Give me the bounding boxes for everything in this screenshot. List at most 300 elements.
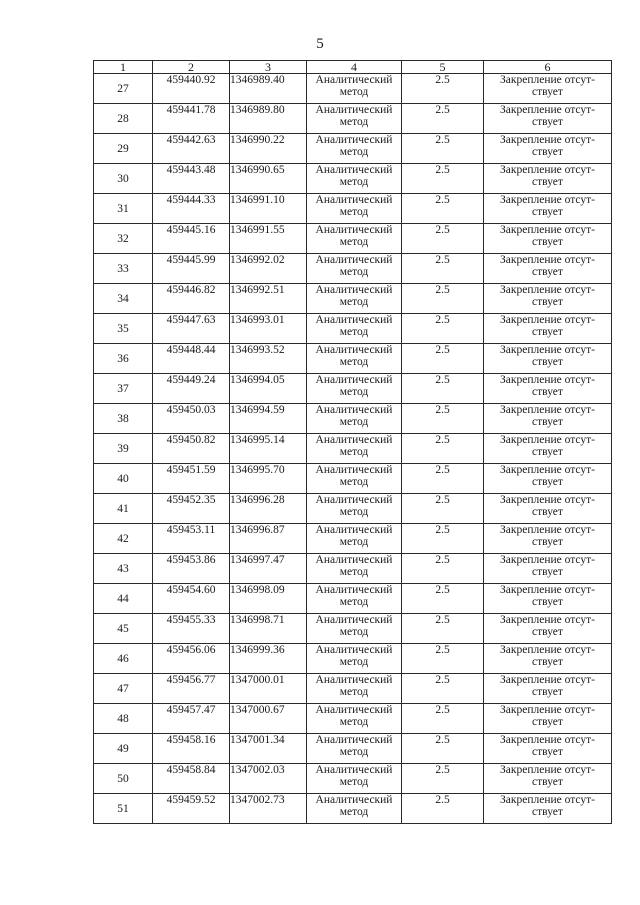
point-number-cell: [94, 134, 153, 164]
accuracy-value: 2.5: [435, 434, 450, 446]
y-coordinate-cell: [230, 434, 307, 464]
y-coordinate-cell: [230, 704, 307, 734]
method-line-1: Аналитический: [315, 434, 393, 446]
y-coordinate: 1346998.09: [230, 584, 285, 596]
x-coordinate-cell: [153, 134, 230, 164]
point-number-cell: [94, 194, 153, 224]
fixing-description-cell: [484, 164, 612, 194]
y-coordinate-cell: [230, 284, 307, 314]
y-coordinate: 1346989.40: [230, 74, 285, 86]
fixing-description-cell: [484, 764, 612, 794]
point-number-cell: [94, 374, 153, 404]
x-coordinate: 459447.63: [166, 314, 216, 326]
method-line-1: Аналитический: [315, 254, 393, 266]
table-row: [94, 374, 612, 404]
y-coordinate: 1346993.52: [230, 344, 285, 356]
method-line-2: метод: [339, 356, 369, 368]
fixing-line-1: Закрепление отсут-: [500, 404, 595, 416]
method-cell: [307, 644, 402, 674]
y-coordinate: 1346997.47: [230, 554, 285, 566]
accuracy-value: 2.5: [435, 74, 450, 86]
accuracy-value: 2.5: [435, 794, 450, 806]
point-number-cell: [94, 674, 153, 704]
x-coordinate-cell: [153, 464, 230, 494]
y-coordinate-cell: [230, 164, 307, 194]
table-row: [94, 344, 612, 374]
method-cell: [307, 164, 402, 194]
x-coordinate-cell: [153, 344, 230, 374]
fixing-line-1: Закрепление отсут-: [500, 764, 595, 776]
accuracy-cell: [402, 554, 484, 584]
point-number-cell: [94, 494, 153, 524]
method-line-1: Аналитический: [315, 314, 393, 326]
fixing-line-1: Закрепление отсут-: [500, 704, 595, 716]
fixing-line-1: Закрепление отсут-: [500, 224, 595, 236]
y-coordinate-cell: [230, 254, 307, 284]
fixing-line-2: ствует: [532, 296, 563, 308]
table-row: [94, 464, 612, 494]
y-coordinate-cell: [230, 674, 307, 704]
fixing-description-cell: [484, 344, 612, 374]
point-number: 42: [117, 532, 129, 545]
y-coordinate-cell: [230, 74, 307, 104]
table-row: [94, 554, 612, 584]
x-coordinate: 459450.82: [166, 434, 216, 446]
method-cell: [307, 134, 402, 164]
method-line-2: метод: [339, 146, 369, 158]
fixing-line-2: ствует: [532, 176, 563, 188]
accuracy-cell: [402, 704, 484, 734]
table-row: [94, 674, 612, 704]
point-number-cell: [94, 74, 153, 104]
x-coordinate-cell: [153, 284, 230, 314]
x-coordinate: 459457.47: [166, 704, 216, 716]
x-coordinate: 459446.82: [166, 284, 216, 296]
accuracy-value: 2.5: [435, 764, 450, 776]
y-coordinate-cell: [230, 614, 307, 644]
method-line-2: метод: [339, 176, 369, 188]
table-row: [94, 314, 612, 344]
method-cell: [307, 494, 402, 524]
fixing-line-1: Закрепление отсут-: [500, 284, 595, 296]
fixing-description-cell: [484, 104, 612, 134]
x-coordinate-cell: [153, 764, 230, 794]
method-line-1: Аналитический: [315, 344, 393, 356]
method-line-1: Аналитический: [315, 464, 393, 476]
accuracy-cell: [402, 134, 484, 164]
x-coordinate-cell: [153, 224, 230, 254]
accuracy-value: 2.5: [435, 344, 450, 356]
point-number: 40: [117, 472, 129, 485]
accuracy-value: 2.5: [435, 314, 450, 326]
coordinates-table: [93, 60, 612, 824]
fixing-line-1: Закрепление отсут-: [500, 74, 595, 86]
x-coordinate: 459458.16: [166, 734, 216, 746]
y-coordinate-cell: [230, 764, 307, 794]
x-coordinate: 459448.44: [166, 344, 216, 356]
point-number: 34: [117, 292, 129, 305]
fixing-line-1: Закрепление отсут-: [500, 614, 595, 626]
y-coordinate: 1346991.10: [230, 194, 285, 206]
method-cell: [307, 224, 402, 254]
y-coordinate: 1346990.65: [230, 164, 285, 176]
point-number: 28: [117, 112, 129, 125]
point-number: 44: [117, 592, 129, 605]
method-line-2: метод: [339, 86, 369, 98]
fixing-line-2: ствует: [532, 506, 563, 518]
y-coordinate: 1346999.36: [230, 644, 285, 656]
method-line-2: метод: [339, 746, 369, 758]
accuracy-cell: [402, 374, 484, 404]
method-cell: [307, 584, 402, 614]
x-coordinate-cell: [153, 644, 230, 674]
x-coordinate: 459458.84: [166, 764, 216, 776]
method-line-2: метод: [339, 446, 369, 458]
point-number: 48: [117, 712, 129, 725]
x-coordinate-cell: [153, 584, 230, 614]
fixing-line-2: ствует: [532, 566, 563, 578]
method-line-1: Аналитический: [315, 104, 393, 116]
fixing-line-2: ствует: [532, 806, 563, 818]
y-coordinate: 1347000.01: [230, 674, 285, 686]
method-line-1: Аналитический: [315, 524, 393, 536]
point-number-cell: [94, 584, 153, 614]
fixing-line-2: ствует: [532, 716, 563, 728]
y-coordinate-cell: [230, 644, 307, 674]
accuracy-value: 2.5: [435, 524, 450, 536]
y-coordinate-cell: [230, 374, 307, 404]
fixing-description-cell: [484, 194, 612, 224]
fixing-description-cell: [484, 614, 612, 644]
accuracy-value: 2.5: [435, 584, 450, 596]
point-number-cell: [94, 464, 153, 494]
method-cell: [307, 404, 402, 434]
y-coordinate: 1346995.70: [230, 464, 285, 476]
fixing-line-2: ствует: [532, 446, 563, 458]
x-coordinate: 459455.33: [166, 614, 216, 626]
fixing-line-1: Закрепление отсут-: [500, 194, 595, 206]
y-coordinate: 1346996.87: [230, 524, 285, 536]
fixing-line-2: ствует: [532, 416, 563, 428]
table-row: [94, 254, 612, 284]
method-line-1: Аналитический: [315, 194, 393, 206]
accuracy-value: 2.5: [435, 164, 450, 176]
fixing-description-cell: [484, 284, 612, 314]
fixing-description-cell: [484, 314, 612, 344]
fixing-description-cell: [484, 74, 612, 104]
fixing-line-1: Закрепление отсут-: [500, 344, 595, 356]
point-number-cell: [94, 284, 153, 314]
method-line-1: Аналитический: [315, 614, 393, 626]
point-number: 30: [117, 172, 129, 185]
table-row: [94, 404, 612, 434]
table-row: [94, 524, 612, 554]
method-cell: [307, 74, 402, 104]
x-coordinate-cell: [153, 104, 230, 134]
point-number-cell: [94, 734, 153, 764]
fixing-description-cell: [484, 584, 612, 614]
y-coordinate-cell: [230, 344, 307, 374]
table-row: [94, 104, 612, 134]
fixing-description-cell: [484, 734, 612, 764]
x-coordinate: 459452.35: [166, 494, 216, 506]
fixing-line-1: Закрепление отсут-: [500, 524, 595, 536]
table-row: [94, 134, 612, 164]
x-coordinate: 459441.78: [166, 104, 216, 116]
fixing-line-2: ствует: [532, 86, 563, 98]
x-coordinate: 459440.92: [166, 74, 216, 86]
point-number: 27: [117, 82, 129, 95]
accuracy-value: 2.5: [435, 554, 450, 566]
x-coordinate-cell: [153, 674, 230, 704]
table-row: [94, 584, 612, 614]
accuracy-cell: [402, 674, 484, 704]
point-number-cell: [94, 554, 153, 584]
method-line-1: Аналитический: [315, 284, 393, 296]
method-cell: [307, 734, 402, 764]
y-coordinate: 1347002.73: [230, 794, 285, 806]
x-coordinate: 459451.59: [166, 464, 216, 476]
y-coordinate-cell: [230, 104, 307, 134]
accuracy-cell: [402, 614, 484, 644]
method-cell: [307, 674, 402, 704]
x-coordinate: 459459.52: [166, 794, 216, 806]
point-number-cell: [94, 434, 153, 464]
y-coordinate-cell: [230, 494, 307, 524]
x-coordinate: 459453.11: [166, 524, 216, 536]
fixing-line-1: Закрепление отсут-: [500, 134, 595, 146]
x-coordinate-cell: [153, 314, 230, 344]
table-row: [94, 494, 612, 524]
fixing-description-cell: [484, 134, 612, 164]
accuracy-value: 2.5: [435, 674, 450, 686]
accuracy-value: 2.5: [435, 104, 450, 116]
method-cell: [307, 764, 402, 794]
point-number: 41: [117, 502, 129, 515]
fixing-description-cell: [484, 404, 612, 434]
header-cell-1: 1: [94, 61, 153, 74]
table-row: [94, 74, 612, 104]
accuracy-cell: [402, 224, 484, 254]
fixing-description-cell: [484, 524, 612, 554]
point-number: 31: [117, 202, 129, 215]
point-number: 45: [117, 622, 129, 635]
method-line-2: метод: [339, 806, 369, 818]
point-number: 38: [117, 412, 129, 425]
method-line-1: Аналитический: [315, 764, 393, 776]
y-coordinate: 1346989.80: [230, 104, 285, 116]
table-row: [94, 614, 612, 644]
table-body: [94, 74, 612, 824]
fixing-line-2: ствует: [532, 656, 563, 668]
method-line-2: метод: [339, 326, 369, 338]
y-coordinate: 1347002.03: [230, 764, 285, 776]
fixing-line-2: ствует: [532, 476, 563, 488]
accuracy-cell: [402, 584, 484, 614]
method-line-2: метод: [339, 416, 369, 428]
x-coordinate: 459444.33: [166, 194, 216, 206]
x-coordinate-cell: [153, 194, 230, 224]
accuracy-value: 2.5: [435, 644, 450, 656]
table-row: [94, 764, 612, 794]
x-coordinate: 459449.24: [166, 374, 216, 386]
point-number-cell: [94, 104, 153, 134]
accuracy-value: 2.5: [435, 134, 450, 146]
y-coordinate: 1346996.28: [230, 494, 285, 506]
fixing-line-2: ствует: [532, 236, 563, 248]
accuracy-value: 2.5: [435, 614, 450, 626]
fixing-description-cell: [484, 794, 612, 824]
table-row: [94, 164, 612, 194]
x-coordinate-cell: [153, 374, 230, 404]
y-coordinate: 1346994.05: [230, 374, 285, 386]
y-coordinate: 1346991.55: [230, 224, 285, 236]
point-number-cell: [94, 254, 153, 284]
point-number-cell: [94, 344, 153, 374]
y-coordinate-cell: [230, 194, 307, 224]
method-cell: [307, 254, 402, 284]
accuracy-value: 2.5: [435, 284, 450, 296]
point-number: 46: [117, 652, 129, 665]
point-number-cell: [94, 164, 153, 194]
accuracy-value: 2.5: [435, 464, 450, 476]
x-coordinate-cell: [153, 614, 230, 644]
method-line-2: метод: [339, 506, 369, 518]
method-line-2: метод: [339, 536, 369, 548]
method-cell: [307, 314, 402, 344]
method-line-2: метод: [339, 656, 369, 668]
header-cell-5: 5: [402, 61, 484, 74]
method-cell: [307, 704, 402, 734]
method-line-2: метод: [339, 566, 369, 578]
header-cell-2: 2: [153, 61, 230, 74]
fixing-line-1: Закрепление отсут-: [500, 104, 595, 116]
x-coordinate: 459456.06: [166, 644, 216, 656]
header-cell-6: 6: [484, 61, 612, 74]
fixing-line-2: ствует: [532, 386, 563, 398]
point-number: 51: [117, 802, 129, 815]
method-cell: [307, 194, 402, 224]
point-number-cell: [94, 314, 153, 344]
fixing-line-2: ствует: [532, 116, 563, 128]
fixing-description-cell: [484, 644, 612, 674]
method-line-1: Аналитический: [315, 674, 393, 686]
point-number-cell: [94, 794, 153, 824]
table-row: [94, 734, 612, 764]
fixing-line-2: ствует: [532, 266, 563, 278]
point-number-cell: [94, 704, 153, 734]
method-cell: [307, 374, 402, 404]
method-line-2: метод: [339, 686, 369, 698]
point-number: 50: [117, 772, 129, 785]
fixing-line-2: ствует: [532, 356, 563, 368]
x-coordinate-cell: [153, 74, 230, 104]
method-line-2: метод: [339, 206, 369, 218]
x-coordinate-cell: [153, 524, 230, 554]
method-line-1: Аналитический: [315, 734, 393, 746]
x-coordinate: 459456.77: [166, 674, 216, 686]
method-cell: [307, 554, 402, 584]
x-coordinate-cell: [153, 494, 230, 524]
method-cell: [307, 794, 402, 824]
fixing-line-1: Закрепление отсут-: [500, 314, 595, 326]
header-cell-3: 3: [230, 61, 307, 74]
accuracy-value: 2.5: [435, 374, 450, 386]
accuracy-cell: [402, 524, 484, 554]
method-line-1: Аналитический: [315, 74, 393, 86]
point-number-cell: [94, 524, 153, 554]
y-coordinate-cell: [230, 224, 307, 254]
method-line-1: Аналитический: [315, 164, 393, 176]
accuracy-cell: [402, 764, 484, 794]
method-cell: [307, 284, 402, 314]
fixing-line-1: Закрепление отсут-: [500, 674, 595, 686]
x-coordinate: 459453.86: [166, 554, 216, 566]
method-line-2: метод: [339, 776, 369, 788]
method-cell: [307, 434, 402, 464]
accuracy-value: 2.5: [435, 254, 450, 266]
y-coordinate: 1346992.51: [230, 284, 285, 296]
method-line-1: Аналитический: [315, 374, 393, 386]
y-coordinate: 1346994.59: [230, 404, 285, 416]
fixing-line-2: ствует: [532, 146, 563, 158]
method-line-2: метод: [339, 626, 369, 638]
fixing-line-2: ствует: [532, 206, 563, 218]
point-number-cell: [94, 644, 153, 674]
method-line-2: метод: [339, 266, 369, 278]
table-row: [94, 434, 612, 464]
point-number-cell: [94, 404, 153, 434]
method-line-2: метод: [339, 476, 369, 488]
method-cell: [307, 104, 402, 134]
fixing-description-cell: [484, 494, 612, 524]
fixing-line-1: Закрепление отсут-: [500, 464, 595, 476]
accuracy-value: 2.5: [435, 404, 450, 416]
fixing-line-1: Закрепление отсут-: [500, 434, 595, 446]
table-row: [94, 194, 612, 224]
point-number-cell: [94, 614, 153, 644]
x-coordinate-cell: [153, 704, 230, 734]
table-row: [94, 644, 612, 674]
x-coordinate-cell: [153, 254, 230, 284]
table-row: [94, 794, 612, 824]
method-line-2: метод: [339, 596, 369, 608]
method-line-1: Аналитический: [315, 134, 393, 146]
method-cell: [307, 614, 402, 644]
method-line-2: метод: [339, 236, 369, 248]
point-number: 37: [117, 382, 129, 395]
x-coordinate: 459454.60: [166, 584, 216, 596]
x-coordinate-cell: [153, 434, 230, 464]
accuracy-cell: [402, 344, 484, 374]
point-number: 29: [117, 142, 129, 155]
x-coordinate-cell: [153, 404, 230, 434]
y-coordinate-cell: [230, 554, 307, 584]
method-line-2: метод: [339, 116, 369, 128]
point-number: 47: [117, 682, 129, 695]
method-cell: [307, 464, 402, 494]
page-number: 5: [316, 36, 324, 52]
header-cell-4: 4: [307, 61, 402, 74]
method-line-1: Аналитический: [315, 794, 393, 806]
accuracy-value: 2.5: [435, 224, 450, 236]
fixing-line-2: ствует: [532, 626, 563, 638]
y-coordinate-cell: [230, 464, 307, 494]
method-line-1: Аналитический: [315, 224, 393, 236]
x-coordinate-cell: [153, 794, 230, 824]
fixing-description-cell: [484, 254, 612, 284]
fixing-line-2: ствует: [532, 536, 563, 548]
